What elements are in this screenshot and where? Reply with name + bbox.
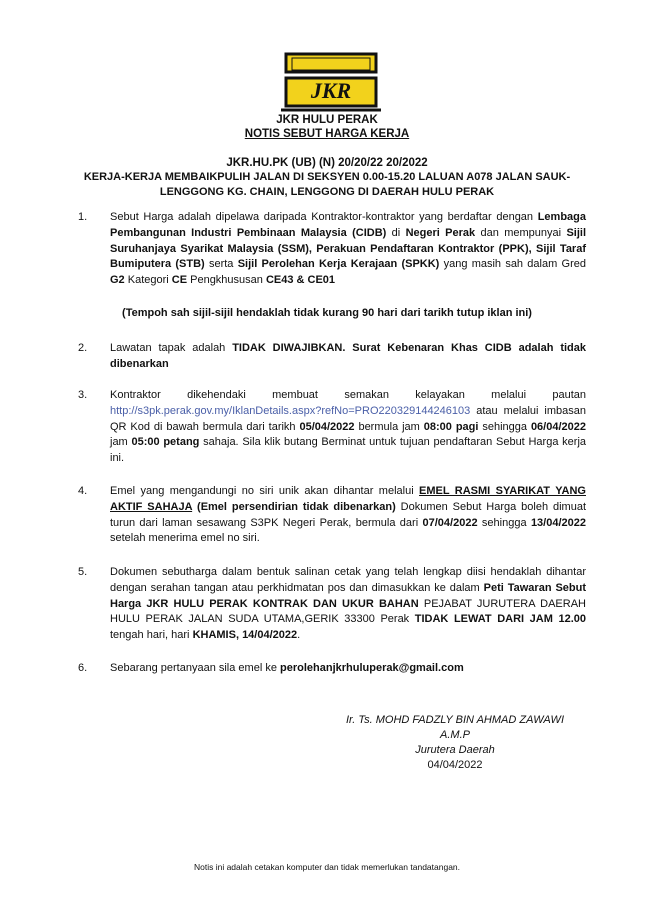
item-number: 5.	[78, 566, 88, 578]
jkr-logo	[278, 48, 384, 118]
item-number: 6.	[78, 662, 88, 674]
contact-email[interactable]: perolehanjkrhuluperak@gmail.com	[280, 662, 464, 674]
item-text: Sebarang pertanyaan sila emel ke perolehanjkrhuluperak@gmail.com	[110, 662, 464, 674]
footer-note: Notis ini adalah cetakan komputer dan tidak memerlukan tandatangan.	[193, 862, 461, 872]
item-number: 4.	[78, 485, 88, 497]
signature-block	[300, 713, 610, 773]
signatory-name: Ir. Ts. MOHD FADZLY BIN AHMAD ZAWAWI	[346, 714, 564, 726]
s3pk-link[interactable]: http://s3pk.perak.gov.my/IklanDetails.aspx?refNo=PRO220329144246103	[110, 404, 471, 417]
office-title: JKR HULU PERAK	[276, 114, 378, 126]
item-text: Kontraktor dikehendaki membuat semakan kelayakan melalui pautan http://s3pk.perak.gov.my/IklanDetails.aspx?refNo=PRO220329144246103 atau melalui imbasan QR Kod di bawah bermula dari tarikh 05/04/2022 bermula jam 08:00 pagi sehingga 06/04/2022 jam 05:00 petang sahaja. Sila klik butang Berminat untuk tujuan pendaftaran Sebut Harga kerja ini.	[110, 389, 587, 465]
signature-date: 04/04/2022	[427, 759, 483, 771]
logo-text: JKR	[310, 78, 352, 103]
item-number: 2.	[78, 342, 88, 354]
notice-title: NOTIS SEBUT HARGA KERJA	[244, 128, 410, 140]
validity-note: (Tempoh sah sijil-sijil hendaklah tidak kurang 90 hari dari tarikh tutup iklan ini)	[122, 307, 532, 319]
signatory-position: Jurutera Daerah	[415, 744, 495, 756]
item-text: Lawatan tapak adalah TIDAK DIWAJIBKAN. Surat Kebenaran Khas CIDB adalah tidak dibenarkan	[110, 342, 586, 370]
item-text: Sebut Harga adalah dipelawa daripada Kontraktor-kontraktor yang berdaftar dengan Lembaga Pembangunan Industri Pembinaan Malaysia (CIDB) di Negeri Perak dan mempunyai Sijil Suruhanjaya Syarikat Malaysia (SSM), Perakuan Pendaftaran Kontraktor (PPK), Sijil Taraf Bumiputera (STB) serta Sijil Perolehan Kerja Kerajaan (SPKK) yang masih sah dalam Gred G2 Kategori CE Pengkhususan CE43 & CE01	[110, 211, 586, 287]
reference-number: JKR.HU.PK (UB) (N) 20/20/22 20/2022	[226, 157, 428, 169]
item-text: Emel yang mengandungi no siri unik akan dihantar melalui EMEL RASMI SYARIKAT YANG AKTIF SAHAJA (Emel persendirian tidak dibenarkan) Dokumen Sebut Harga boleh dimuat turun dari laman sesawang S3PK Negeri Perak, bermula dari 07/04/2022 sehingga 13/04/2022 setelah menerima emel no siri.	[110, 485, 586, 545]
item-number: 3.	[78, 389, 88, 401]
item-number: 1.	[78, 211, 88, 223]
signatory-honour: A.M.P	[440, 729, 470, 741]
subject-title: KERJA-KERJA MEMBAIKPULIH JALAN DI SEKSYEN 0.00-15.20 LALUAN A078 JALAN SAUK-LENGGONG KG. CHAIN, LENGGONG DI DAERAH HULU PERAK	[83, 171, 571, 198]
item-text: Dokumen sebutharga dalam bentuk salinan cetak yang telah lengkap diisi hendaklah dihantar dengan serahan tangan atau perkhidmatan pos dan dimasukkan ke dalam Peti Tawaran Sebut Harga JKR HULU PERAK KONTRAK DAN UKUR BAHAN PEJABAT JURUTERA DAERAH HULU PERAK JALAN SUDA UTAMA,GERIK 33300 Perak TIDAK LEWAT DARI JAM 12.00 tengah hari, hari KHAMIS, 14/04/2022.	[110, 566, 587, 642]
